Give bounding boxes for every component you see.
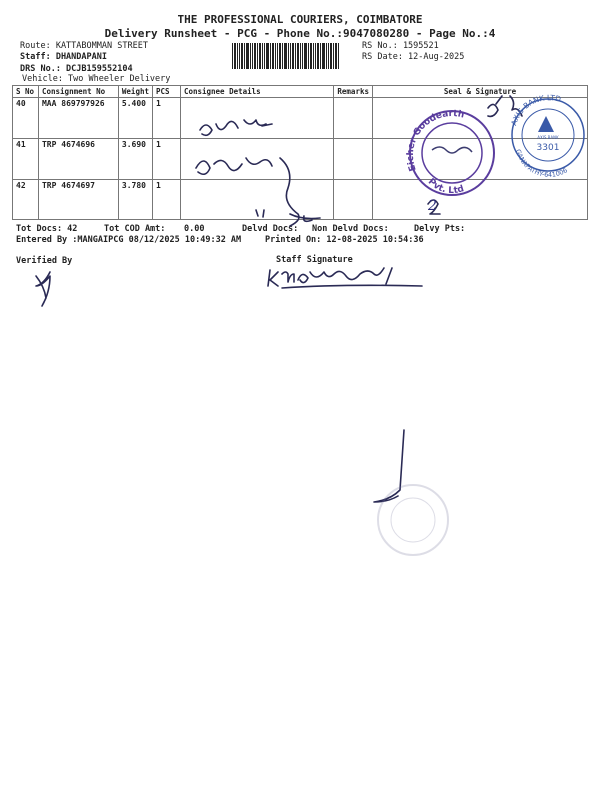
col-consignee: Consignee Details — [180, 86, 333, 98]
verified-by-label: Verified By — [16, 256, 73, 266]
col-consignment: Consignment No — [38, 86, 118, 98]
row-consignment: MAA 869797926 — [38, 98, 118, 139]
col-remarks: Remarks — [334, 86, 373, 98]
drs-number: DRS No.: DCJB159552104 — [20, 64, 133, 74]
row-consignment: TRP 4674696 — [38, 139, 118, 180]
bank-logo-icon — [538, 116, 554, 132]
row-sno: 41 — [13, 139, 39, 180]
bank-name-small: AXIS BANK — [537, 135, 559, 140]
faint-stamp — [378, 485, 448, 555]
bank-text-top: AXIS BANK LTD — [509, 93, 563, 127]
tot-cod-value: 0.00 — [184, 224, 205, 234]
non-delvd-docs: Non Delvd Docs: — [312, 224, 389, 234]
runsheet-subtitle: Delivery Runsheet - PCG - Phone No.:9047080280 - Page No.:4 — [104, 27, 496, 40]
rs-number: RS No.: 1595521 — [362, 41, 439, 51]
row2-note: 2 — [428, 198, 437, 214]
row-sno: 40 — [13, 98, 39, 139]
row-weight: 5.400 — [118, 98, 152, 139]
col-seal: Seal & Signature — [373, 86, 588, 98]
consignee-signature-2 — [196, 158, 320, 226]
row-consignment: TRP 4674697 — [38, 180, 118, 220]
verified-signature — [36, 272, 50, 306]
bank-text-bottom: GANAPATHY-641006 — [513, 148, 569, 179]
route: Route: KATTABOMMAN STREET — [20, 41, 148, 51]
tot-cod-label: Tot COD Amt: — [104, 224, 166, 234]
company-title: THE PROFESSIONAL COURIERS, COIMBATORE — [177, 13, 423, 26]
seal-text-bottom: Pvt. Ltd — [425, 176, 466, 197]
delvd-docs: Delvd Docs: — [242, 224, 299, 234]
row-pcs: 1 — [153, 139, 181, 180]
tot-docs: Tot Docs: 42 — [16, 224, 78, 234]
seal-text-top: Eicher Goodearth — [405, 108, 466, 173]
col-sno: S No — [13, 86, 39, 98]
printed-on: Printed On: 12-08-2025 10:54:36 — [265, 235, 424, 245]
staff-signature — [268, 268, 422, 288]
col-pcs: PCS — [153, 86, 181, 98]
staff: Staff: DHANDAPANI — [20, 52, 107, 62]
row-pcs: 1 — [153, 180, 181, 220]
delvy-pts: Delvy Pts: — [414, 224, 466, 234]
staff-signature-label: Staff Signature — [276, 255, 353, 265]
row-sno: 42 — [13, 180, 39, 220]
row-weight: 3.780 — [118, 180, 152, 220]
rs-date: RS Date: 12-Aug-2025 — [362, 52, 465, 62]
bank-seal-stamp — [509, 93, 584, 179]
col-weight: Weight — [118, 86, 152, 98]
row-pcs: 1 — [153, 98, 181, 139]
consignee-signature-1 — [200, 120, 272, 135]
row-weight: 3.690 — [118, 139, 152, 180]
bank-branch-code: 3301 — [536, 143, 560, 153]
company-seal-stamp — [406, 109, 494, 196]
lower-page-mark — [374, 430, 404, 502]
entered-by: Entered By :MANGAIPCG 08/12/2025 10:49:32 AM — [16, 235, 242, 245]
vehicle: Vehicle: Two Wheeler Delivery — [22, 74, 171, 84]
